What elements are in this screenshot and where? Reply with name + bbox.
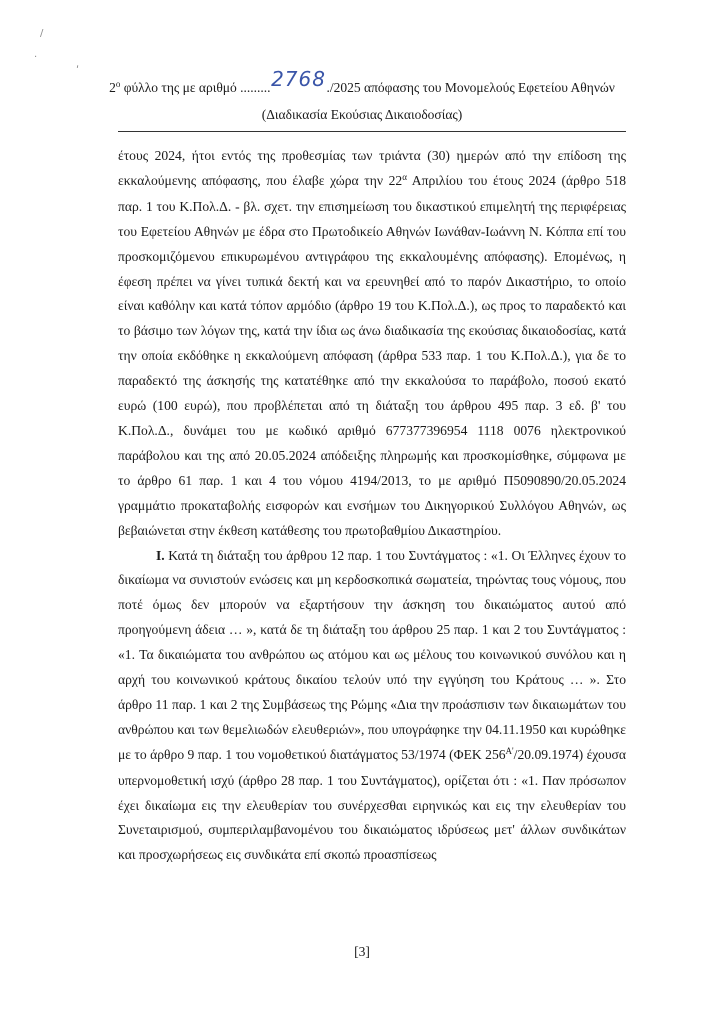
- paragraph: I. Κατά τη διάταξη του άρθρου 12 παρ. 1 του Συντάγματος : «1. Οι Έλληνες έχουν το δικαίωμα να συνιστούν ενώσεις και μη κερδοσκοπικά σωματεία, τηρώντας τους νόμους, που ποτέ όμως δεν μπορούν να εξαρτήσουν την άσκηση του δικαιώματος αυτού από προηγούμενη άδεια … », κατά δε τη διάταξη του άρθρου 25 παρ. 1 και 2 του Συντάγματος : «1. Τα δικαιώματα του ανθρώπου ως ατόμου και ως μέλους του κοινωνικού συνόλου και η αρχή του κοινωνικού κράτους δικαίου τελούν υπό την εγγύηση του Κράτους … ». Στο άρθρο 11 παρ. 1 και 2 της Συμβάσεως της Ρώμης «Δια την προάσπισιν των δικαιωμάτων του ανθρώπου και των θεμελιωδών ελευθεριών», που υπογράφηκε την 04.11.1950 και κυρώθηκε με το άρθρο 9 παρ. 1 του νομοθετικού διατάγματος 53/1974 (ΦΕΚ $256^{A'}/20.09.1974$) έχουσα υπερνομοθετική ισχύ (άρθρο 28 παρ. 1 του Συντάγματος), ορίζεται ότι : «1. Παν πρόσωπον έχει δικαίωμα εις την ελευθερίαν του συνέρχεσθαι ειρηνικώς και εις την ελευθερίαν του Συνεταιρισμού, συμπεριλαμβανομένου του δικαιώματος ιδρύσεως μετ' άλλων συνδικάτων και προσχωρήσεως εις συνδικάτα επί σκοπώ προασπίσεως: [118, 547, 626, 863]
- page-number: [3]: [354, 944, 370, 959]
- scan-mark: /: [40, 28, 44, 39]
- paragraph: έτους 2024, ήτοι εντός της προθεσμίας των τριάντα (30) ημερών από την επίδοση της εκκαλούμενης απόφασης, που έλαβε χώρα την $22^\alpha$ Απριλίου του έτους 2024 (άρθρο 518 παρ. 1 του Κ.Πολ.Δ. - βλ. σχετ. την επισημείωση του δικαστικού επιμελητή της περιφέρειας του Εφετείου Αθηνών με έδρα στο Πρωτοδικείο Αθηνών Ιωνάθαν-Ιωάννη Ν. Κόππα επί του προσκομιζόμενου επικυρωμένου αντιγράφου της εκκαλουμένης απόφασης). Επομένως, η έφεση πρέπει να γίνει τυπικά δεκτή και να ερευνηθεί από το παρόν Δικαστήριο, το οποίο είναι καθόλην και κατά τόπον αρμόδιο (άρθρο 19 του Κ.Πολ.Δ.), ως προς το παραδεκτό και το βάσιμο των λόγων της, κατά την ίδια ως άνω διαδικασία της εκούσιας δικαιοδοσίας, κατά την οποία εκδόθηκε η εκκαλούμενη απόφαση (άρθρα 533 παρ. 1 του Κ.Πολ.Δ.), για δε το παραδεκτό της άσκησής της κατατέθηκε από την εκκαλούσα το παράβολο, ποσού εκατό ευρώ (100 ευρώ), που προβλέπεται από τη διάταξη του άρθρου 495 παρ. 3 εδ. β' του Κ.Πολ.Δ., δυνάμει του με κωδικό αριθμό 677377396954 1118 0076 ηλεκτρονικού παράβολου και της από 20.05.2024 απόδειξης πληρωμής και προσκομίσθηκε, σύμφωνα με το άρθρο 61 παρ. 1 και 4 του νόμου 4194/2013, το με αριθμό Π5090890/20.05.2024 γραμμάτιο προκαταβολής εισφορών και ενσήμων του Δικηγορικού Συλλόγου Αθηνών, ως βεβαιώνεται στην έκθεση κατάθεσης του πρωτοβαθμίου Δικαστηρίου.: [118, 148, 627, 538]
- scan-mark: ʹ: [76, 64, 80, 77]
- handwritten-decision-number: 2768: [271, 67, 326, 91]
- scan-mark: ·: [34, 52, 38, 63]
- header-divider: [118, 131, 626, 132]
- header-line-2: (Διαδικασία Εκούσιας Δικαιοδοσίας): [261, 107, 463, 122]
- document-body: [118, 144, 626, 868]
- header-line-1: $2^o$ φύλλο της με αριθμό .........2768./2025 απόφασης του Μονομελούς Εφετείου Αθηνών: [109, 67, 615, 95]
- page-header: [0, 67, 724, 128]
